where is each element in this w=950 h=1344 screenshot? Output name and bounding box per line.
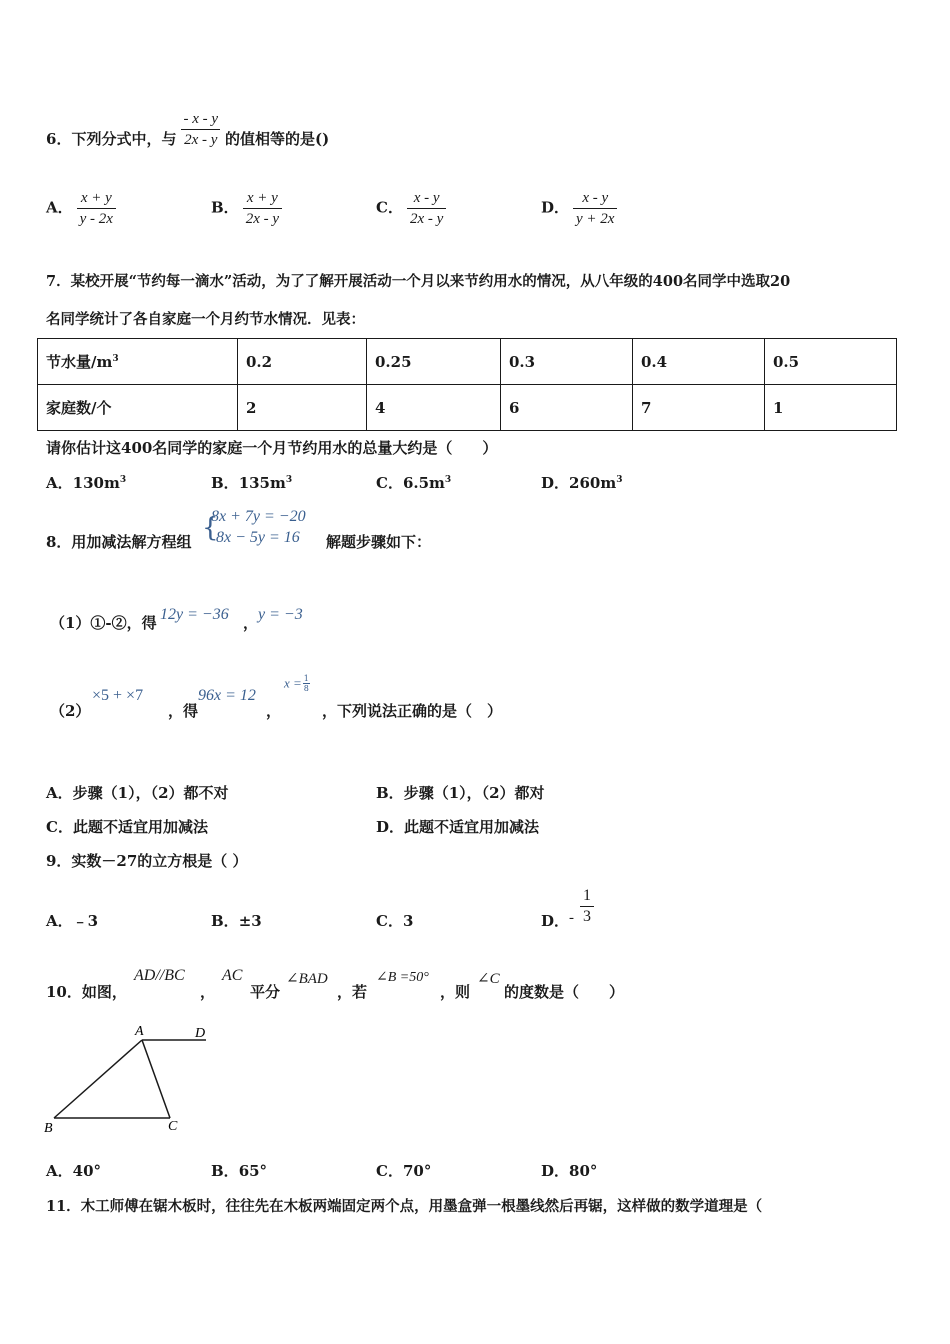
q10-ze: ，则 — [440, 983, 471, 1001]
option-superscript: 3 — [444, 475, 452, 485]
option-label: B． — [211, 474, 239, 492]
q10-option-b[interactable] — [211, 1160, 267, 1181]
label-b: B — [44, 1121, 53, 1136]
label-a: A — [135, 1024, 144, 1039]
q6-option-c[interactable] — [376, 188, 450, 229]
q10-stem-end: 的度数是（ ） — [504, 983, 625, 1001]
option-value: 6.5m — [402, 474, 445, 492]
option-text: 此题不适宜用加减法 — [72, 818, 208, 836]
frac-denominator: 2x - y — [407, 208, 446, 229]
option-fraction — [573, 188, 617, 229]
option-text: 65° — [238, 1162, 268, 1180]
frac-denominator: 2x - y — [243, 208, 282, 229]
q8-step2-expression: ×5 + ×7 — [92, 687, 144, 704]
q10-option-c[interactable] — [376, 1160, 431, 1181]
q9-option-a[interactable] — [46, 910, 98, 931]
q8-step1-equation-2: y = −3 — [258, 606, 303, 623]
eq-lhs: x = — [284, 675, 302, 691]
q10-geometry-figure — [40, 1018, 220, 1138]
q8-option-b[interactable] — [376, 782, 545, 803]
q6-stem-fraction — [180, 109, 221, 150]
option-value: 130m — [72, 474, 120, 492]
table-header-cell — [38, 339, 238, 385]
option-label: B． — [211, 198, 239, 217]
frac-denominator: 8 — [303, 684, 309, 693]
segment-ab — [54, 1040, 142, 1118]
option-label: D． — [541, 474, 570, 492]
option-text: ﹣3 — [72, 912, 99, 930]
option-label: C． — [46, 818, 73, 836]
q7-stem-line2: 名同学统计了各自家庭一个月约节水情况．见表： — [46, 311, 365, 328]
option-label: A． — [46, 1162, 73, 1180]
q8-option-c[interactable] — [46, 816, 208, 837]
option-label: D． — [376, 818, 405, 836]
table-cell: 4 — [367, 385, 501, 431]
option-sign: - — [569, 910, 575, 926]
q11-stem: 11．木工师傅在锯木板时，往往先在木板两端固定两个点，用墨盒弹一根墨线然后再锯，这样做的数学道理是（ — [46, 1198, 763, 1215]
q8-step2-label: （2） — [50, 702, 91, 720]
option-text: 3 — [402, 912, 414, 930]
q8-equation-2: 8x − 5y = 16 — [216, 529, 300, 546]
q8-stem-tail: 解题步骤如下： — [326, 533, 432, 551]
option-label: A． — [46, 474, 73, 492]
q8-option-a[interactable] — [46, 782, 229, 803]
option-label: B． — [376, 784, 404, 802]
q6-option-b[interactable] — [211, 188, 286, 229]
q6-stem-tail: 的值相等的是() — [225, 130, 330, 148]
option-text: 此题不适宜用加减法 — [404, 818, 540, 836]
q8-step1-label: （1）①-②，得 — [50, 614, 157, 632]
table-cell: 0.5 — [765, 339, 897, 385]
q10-option-d[interactable] — [541, 1160, 597, 1181]
q7-data-table — [37, 338, 897, 431]
option-label: B． — [211, 1162, 239, 1180]
q8-equation-1: 8x + 7y = −20 — [211, 508, 306, 525]
table-cell: 2 — [238, 385, 367, 431]
q7-option-d[interactable] — [541, 472, 622, 493]
option-text: 70° — [402, 1162, 432, 1180]
q8-step1-equation-1: 12y = −36 — [160, 606, 229, 623]
table-cell: 0.2 — [238, 339, 367, 385]
q10-expr-angle-c: ∠C — [477, 971, 500, 987]
option-label: C． — [376, 198, 403, 217]
q10-expr-angle-bad: ∠BAD — [286, 971, 328, 987]
q7-stem-line1: 7．某校开展“节约每一滴水”活动，为了了解开展活动一个月以来节约用水的情况，从八年级的400名同学中选取20 — [46, 273, 791, 290]
option-fraction — [407, 188, 446, 229]
frac-numerator: x - y — [413, 190, 440, 206]
option-text: 步骤（1），（2）都对 — [403, 784, 545, 802]
q7-option-c[interactable] — [376, 472, 451, 493]
q9-option-b[interactable] — [211, 910, 262, 931]
table-cell: 0.25 — [367, 339, 501, 385]
table-cell: 6 — [501, 385, 633, 431]
q8-step2-equation-2 — [284, 674, 311, 693]
frac-numerator: 1 — [583, 887, 592, 904]
q10-ping: 平分 — [250, 983, 281, 1001]
q7-option-a[interactable] — [46, 472, 126, 493]
q8-option-d[interactable] — [376, 816, 539, 837]
option-text: ±3 — [238, 912, 262, 930]
option-label: D． — [541, 1162, 570, 1180]
table-row — [38, 339, 897, 385]
q7-option-b[interactable] — [211, 472, 292, 493]
option-label: A． — [46, 912, 73, 930]
frac-numerator: x - y — [582, 190, 609, 206]
label-d: D — [195, 1026, 206, 1041]
option-text: 40° — [72, 1162, 102, 1180]
header-text: 节水量/m — [46, 353, 113, 371]
q6-frac-denominator: 2x - y — [181, 129, 220, 150]
q6-stem — [46, 110, 330, 150]
segment-ac — [142, 1040, 170, 1118]
option-superscript: 3 — [616, 475, 623, 485]
q8-step2-comma: ， — [266, 702, 282, 720]
option-superscript: 3 — [285, 475, 293, 485]
q6-stem-text: ．下列分式中，与 — [56, 130, 177, 148]
q10-expr-parallel: AD//BC — [134, 967, 185, 984]
q9-option-d[interactable] — [541, 886, 598, 931]
q7-question: 请你估计这400名同学的家庭一个月节约用水的总量大约是（ ） — [46, 439, 498, 457]
frac-denominator: 3 — [580, 906, 594, 927]
option-fraction — [243, 188, 282, 229]
option-fraction — [580, 886, 594, 927]
table-cell: 7 — [633, 385, 765, 431]
table-header-cell: 家庭数/个 — [38, 385, 238, 431]
q8-stem: 8．用加减法解方程组 — [46, 533, 192, 551]
label-c: C — [168, 1119, 178, 1134]
q10-expr-ac: AC — [222, 967, 243, 984]
option-label: D． — [541, 198, 570, 217]
option-label: C． — [376, 474, 403, 492]
table-cell: 1 — [765, 385, 897, 431]
q10-option-a[interactable] — [46, 1160, 101, 1181]
option-superscript: 3 — [119, 475, 127, 485]
option-label: C． — [376, 1162, 403, 1180]
brace-icon: { — [202, 513, 219, 543]
option-label: D． — [541, 912, 570, 930]
table-cell: 0.3 — [501, 339, 633, 385]
q8-step2-tail: ，下列说法正确的是（ ） — [322, 702, 503, 720]
option-label: B． — [211, 912, 239, 930]
option-text: 80° — [569, 1162, 598, 1180]
option-text: 步骤（1），（2）都不对 — [72, 784, 229, 802]
q10-ruo: ，若 — [337, 983, 368, 1001]
option-label: C． — [376, 912, 403, 930]
q6-frac-numerator: - x - y — [183, 110, 219, 127]
q6-option-d[interactable] — [541, 188, 621, 229]
q10-stem-start: 10．如图， — [46, 983, 127, 1001]
frac-denominator: y - 2x — [77, 208, 116, 229]
q10-comma: ， — [200, 983, 216, 1001]
frac-numerator: x + y — [80, 190, 112, 206]
frac-numerator: 1 — [303, 674, 309, 683]
option-label: A． — [46, 198, 73, 217]
frac-numerator: x + y — [246, 190, 278, 206]
q8-step1-comma: ， — [243, 614, 259, 632]
eq-fraction — [303, 674, 310, 693]
q9-stem: 9．实数－27的立方根是（ ） — [46, 852, 248, 870]
unit-superscript: 3 — [112, 354, 119, 364]
q6-option-a[interactable] — [46, 188, 120, 229]
option-fraction — [77, 188, 116, 229]
table-row — [38, 385, 897, 431]
option-label: A． — [46, 784, 73, 802]
q6-number: 6 — [46, 130, 57, 148]
q8-step2-equation-1: 96x = 12 — [198, 687, 256, 704]
option-value: 260m — [569, 474, 617, 492]
frac-denominator: y + 2x — [573, 208, 617, 229]
q8-step2-de: ，得 — [168, 702, 199, 720]
q10-expr-angle-b: ∠B =50° — [376, 970, 429, 985]
q9-option-c[interactable] — [376, 910, 413, 931]
option-value: 135m — [238, 474, 286, 492]
table-cell: 0.4 — [633, 339, 765, 385]
